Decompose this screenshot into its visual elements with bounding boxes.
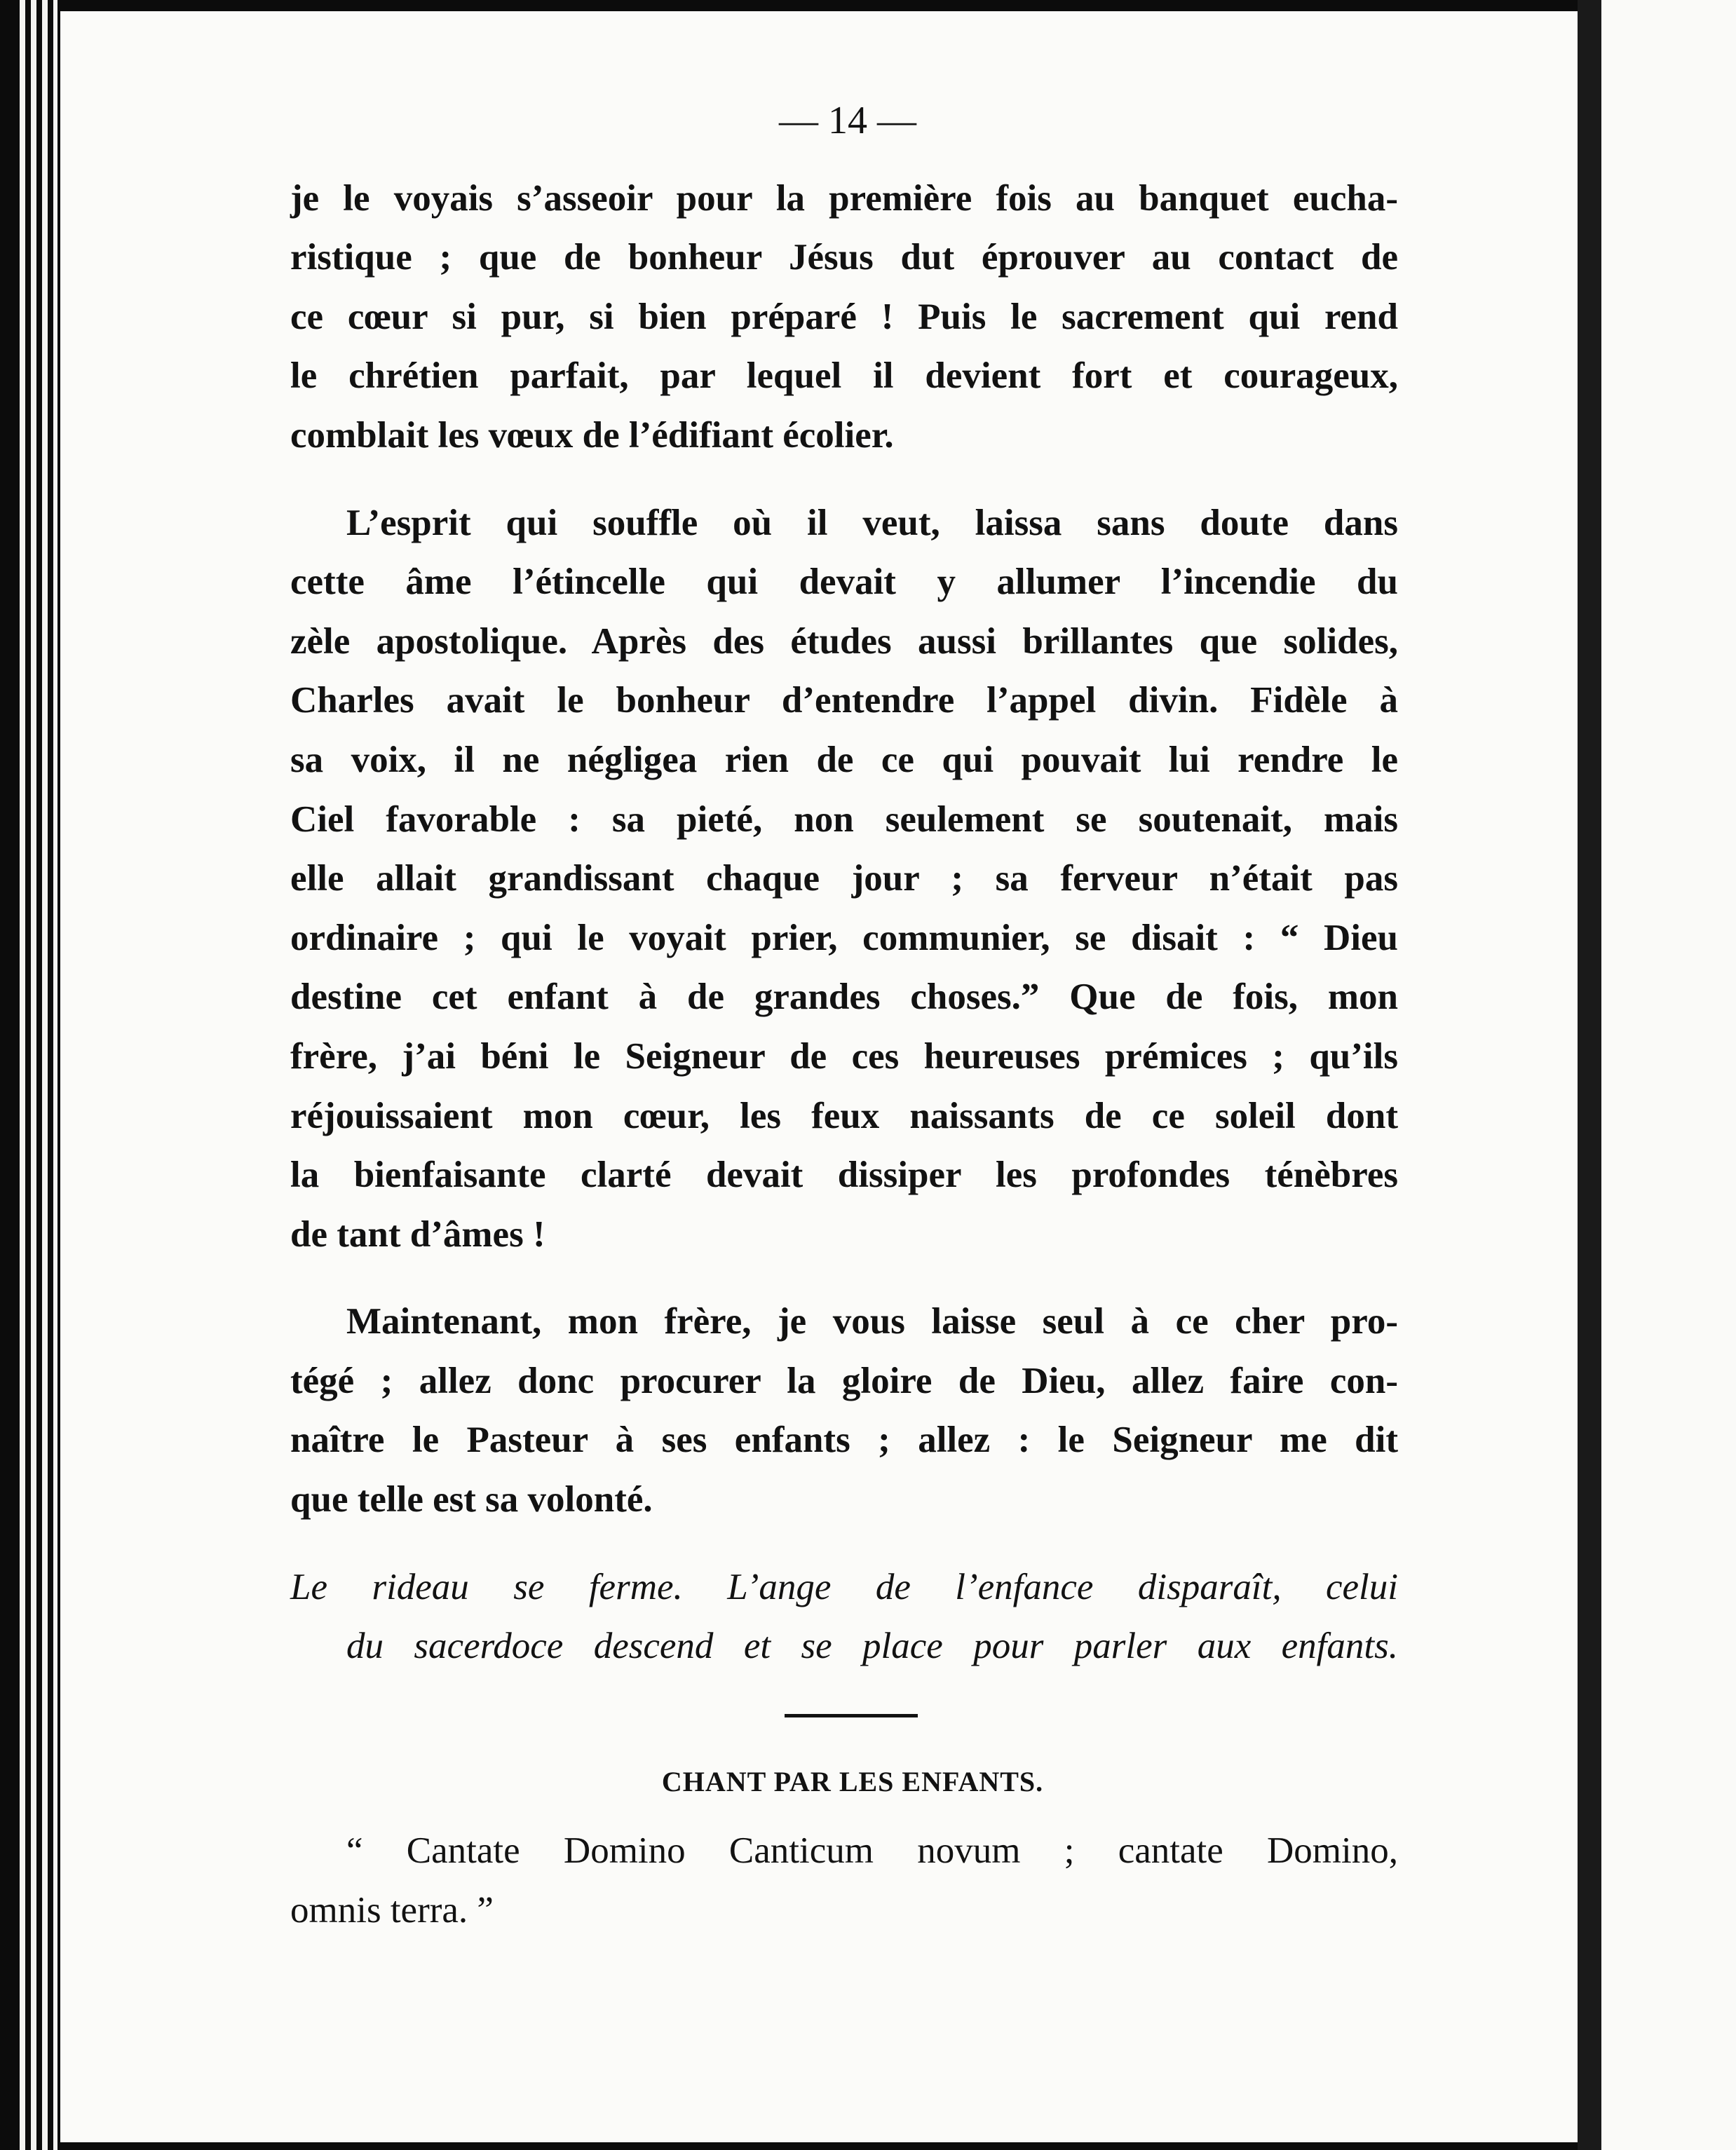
text-line: tégé ; allez donc procurer la gloire de Dieu, allez faire con- [290, 1360, 1398, 1401]
text-line: réjouissaient mon cœur, les feux naissants de ce soleil dont [290, 1095, 1398, 1136]
facing-page [1601, 0, 1736, 2150]
page-number: — 14 — [779, 99, 916, 142]
text-line: cette âme l’étincelle qui devait y allumer l’incendie du [290, 562, 1398, 603]
text-line: zèle apostolique. Après des études aussi brillantes que solides, [290, 620, 1398, 662]
text-line: L’esprit qui souffle où il veut, laissa sans doute dans [346, 502, 1398, 543]
text-line: je le voyais s’asseoir pour la première fois au banquet eucha- [290, 177, 1398, 219]
chant-text [290, 1821, 1398, 1940]
text-line: destine cet enfant à de grandes choses.” Que de fois, mon [290, 977, 1398, 1018]
page-edge [53, 0, 57, 2150]
text-line: naître le Pasteur à ses enfants ; allez : le Seigneur me dit [290, 1420, 1398, 1461]
text-line: comblait les vœux de l’édifiant écolier. [290, 414, 894, 456]
text-line: la bienfaisante clarté devait dissiper les profondes ténèbres [290, 1155, 1398, 1196]
page-text [290, 91, 1398, 1940]
chant-line: omnis terra. ” [290, 1890, 494, 1931]
page-edge [42, 0, 48, 2150]
page-edge [31, 0, 36, 2150]
text-line: que telle est sa volonté. [290, 1479, 653, 1520]
stage-line: du sacerdoce descend et se place pour parler aux enfants. [346, 1626, 1398, 1667]
text-line: Maintenant, mon frère, je vous laisse seul à ce cher pro- [346, 1301, 1398, 1342]
text-line: ce cœur si pur, si bien préparé ! Puis le sacrement qui rend [290, 296, 1398, 337]
text-line: ordinaire ; qui le voyait prier, communier, se disait : “ Dieu [290, 917, 1398, 958]
text-line: frère, j’ai béni le Seigneur de ces heureuses prémices ; qu’ils [290, 1035, 1398, 1077]
page-edge [20, 0, 25, 2150]
paragraph-2 [290, 494, 1398, 1265]
text-line: Ciel favorable : sa pieté, non seulement se soutenait, mais [290, 798, 1398, 840]
text-line: sa voix, il ne négligea rien de ce qui pouvait lui rendre le [290, 739, 1398, 780]
book-binding [1578, 0, 1601, 2150]
paragraph-1 [290, 169, 1398, 465]
text-line: de tant d’âmes ! [290, 1213, 545, 1255]
stage-line: Le rideau se ferme. L’ange de l’enfance disparaît, celui [290, 1566, 1398, 1607]
text-line: ristique ; que de bonheur Jésus dut éprouver au contact de [290, 237, 1398, 278]
chant-line: “ Cantate Domino Canticum novum ; cantate Domino, [346, 1830, 1398, 1872]
chant-heading: CHANT PAR LES ENFANTS. [661, 1765, 1044, 1797]
text-line: elle allait grandissant chaque jour ; sa ferveur n’était pas [290, 858, 1398, 899]
stage-direction [290, 1558, 1398, 1676]
paragraph-3 [290, 1292, 1398, 1529]
text-line: Charles avait le bonheur d’entendre l’appel divin. Fidèle à [290, 680, 1398, 721]
section-divider [785, 1714, 918, 1717]
text-line: le chrétien parfait, par lequel il devient fort et courageux, [290, 355, 1398, 397]
